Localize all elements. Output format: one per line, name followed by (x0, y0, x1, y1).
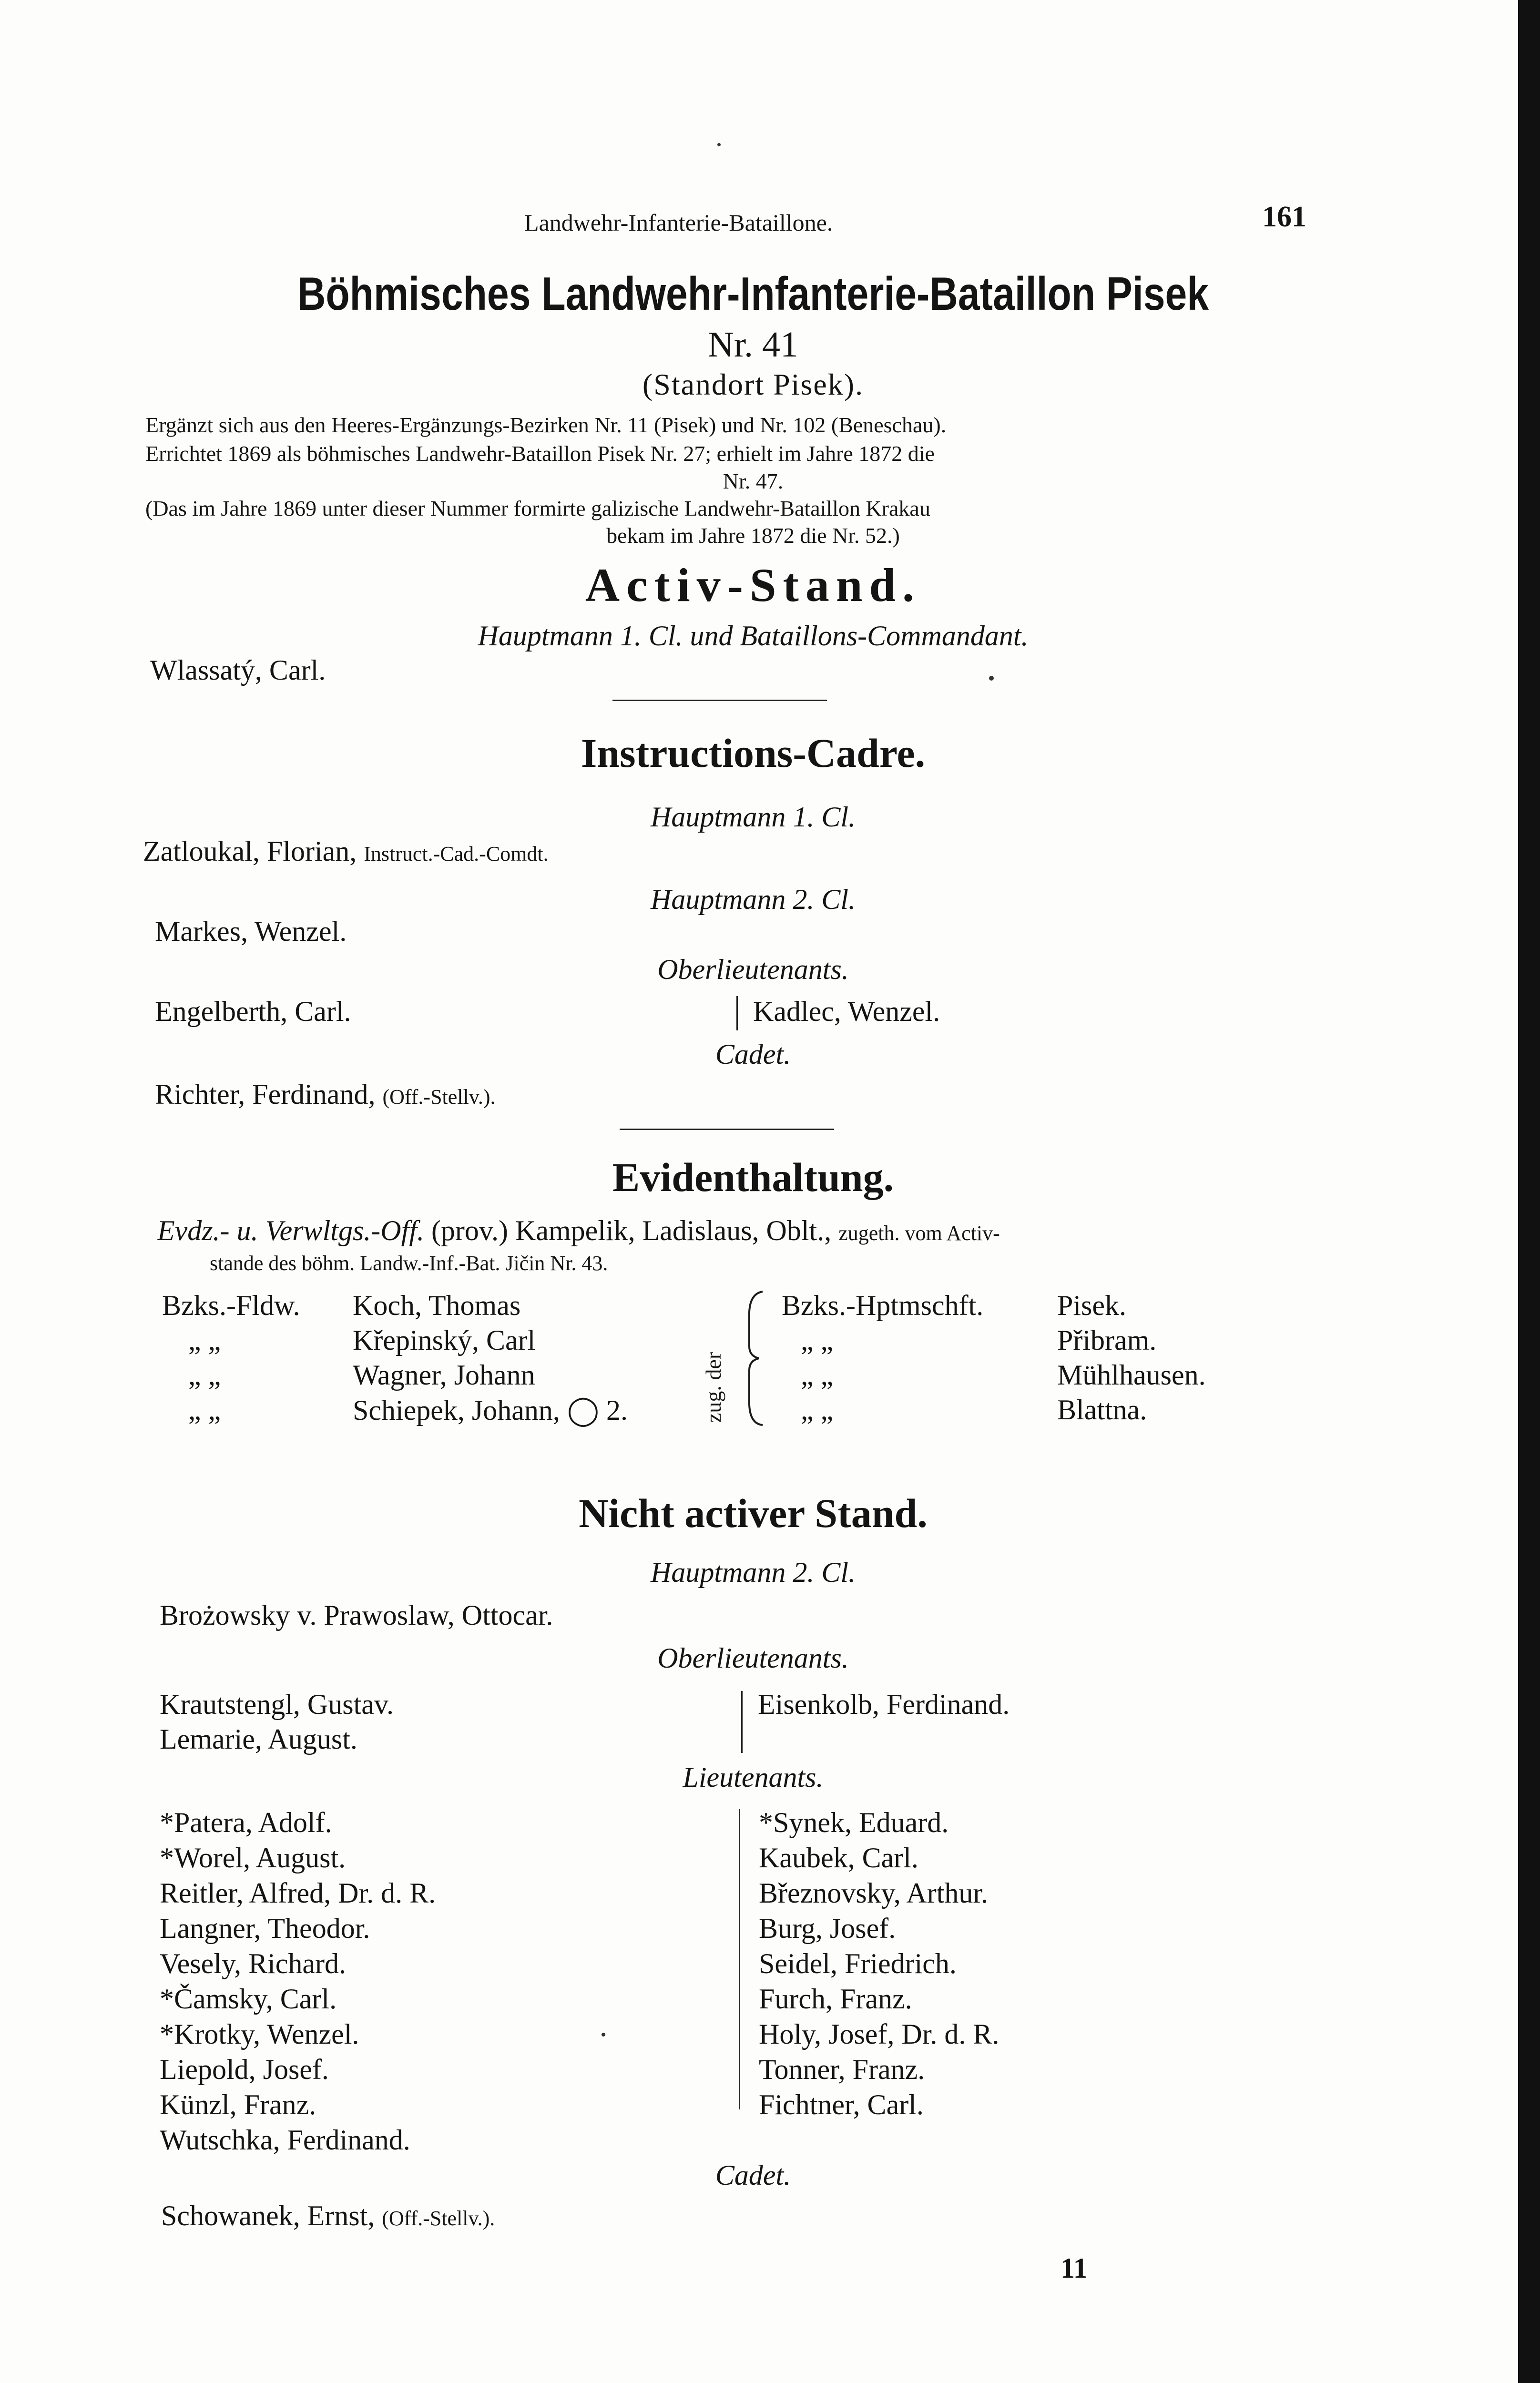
officer-name: Wlassatý, Carl. (150, 654, 326, 686)
row-rank: Bzks.-Fldw. (162, 1290, 300, 1321)
officer-note: Instruct.-Cad.-Comdt. (364, 842, 549, 866)
signature-mark: 11 (1061, 2252, 1088, 2284)
intro-line: bekam im Jahre 1872 die Nr. 52.) (606, 523, 900, 548)
officer-name: Furch, Franz. (759, 1983, 912, 2015)
intro-line: Ergänzt sich aus den Heeres-Ergänzungs-Bezirken Nr. 11 (Pisek) und Nr. 102 (Beneschau). (145, 413, 947, 437)
officer-name: Engelberth, Carl. (155, 996, 351, 1027)
section-heading-activ: Activ-Stand. (585, 559, 921, 611)
officer-note: (Off.-Stellv.). (382, 1085, 496, 1109)
row-name: Křepinský, Carl (353, 1324, 536, 1356)
officer-name: Reitler, Alfred, Dr. d. R. (160, 1877, 436, 1909)
officer-name: Liepold, Josef. (160, 2054, 329, 2085)
rank-heading: Hauptmann 2. Cl. (650, 884, 856, 915)
officer-name: Künzl, Franz. (160, 2089, 316, 2120)
officer-name: *Worel, August. (160, 1842, 346, 1874)
standort: (Standort Pisek). (642, 367, 864, 401)
row-name: Schiepek, Johann, ◯ 2. (353, 1395, 628, 1426)
officer-name: Zatloukal, Florian, Instruct.-Cad.-Comdt. (143, 835, 549, 867)
officer-name: *Synek, Eduard. (759, 1807, 949, 1838)
officer-name: Krautstengl, Gustav. (160, 1689, 394, 1720)
row-place: Pisek. (1057, 1290, 1127, 1321)
speck (989, 676, 994, 681)
officer-name: Richter, Ferdinand, (Off.-Stellv.). (155, 1079, 496, 1110)
row-rank: „ „ (188, 1324, 221, 1356)
speck (717, 143, 721, 146)
column-divider (739, 1809, 740, 2109)
brace-icon (744, 1289, 767, 1427)
officer-name: Eisenkolb, Ferdinand. (758, 1689, 1010, 1720)
rank-heading: Hauptmann 1. Cl. (650, 801, 856, 833)
officer-name: Lemarie, August. (160, 1723, 357, 1755)
rank-heading: Oberlieutenants. (657, 954, 849, 985)
row-place: Mühlhausen. (1057, 1359, 1206, 1391)
rank-heading: Cadet. (715, 1039, 791, 1070)
row-target: Bzks.-Hptmschft. (782, 1290, 984, 1321)
evidenz-note: stande des böhm. Landw.-Inf.-Bat. Jičin Nr. 43. (210, 1252, 608, 1275)
officer-name: Kadlec, Wenzel. (753, 996, 940, 1027)
officer-name: Seidel, Friedrich. (759, 1948, 957, 1979)
officer-name: Wutschka, Ferdinand. (160, 2124, 410, 2156)
officer-name: *Čamsky, Carl. (160, 1983, 337, 2015)
officer-name: Schowanek, Ernst, (Off.-Stellv.). (161, 2200, 495, 2231)
intro-line: Errichtet 1869 als böhmisches Landwehr-Bataillon Pisek Nr. 27; erhielt im Jahre 1872 die (145, 441, 935, 466)
row-rank: „ „ (188, 1394, 221, 1426)
officer-name: Burg, Josef. (759, 1913, 896, 1944)
officer-name: Kaubek, Carl. (759, 1842, 918, 1874)
battalion-number: Nr. 41 (708, 325, 798, 365)
officer-name: Markes, Wenzel. (155, 916, 347, 947)
officer-name: Vesely, Richard. (160, 1948, 346, 1979)
officer-name: Brożowsky v. Prawoslaw, Ottocar. (160, 1599, 553, 1631)
row-place: Přibram. (1057, 1324, 1157, 1356)
row-target: „ „ (801, 1394, 834, 1426)
officer-name: Březnovsky, Arthur. (759, 1877, 989, 1909)
officer-name: Tonner, Franz. (759, 2054, 925, 2085)
officer-name: Holy, Josef, Dr. d. R. (759, 2018, 999, 2050)
scan-edge (1518, 0, 1540, 2383)
section-heading-evidenz: Evidenthaltung. (612, 1154, 894, 1200)
page-title: Böhmisches Landwehr-Infanterie-Bataillon Pisek (297, 267, 1209, 320)
page-number: 161 (1262, 201, 1306, 233)
row-target: „ „ (801, 1324, 834, 1356)
row-place: Blattna. (1057, 1394, 1147, 1426)
column-divider (736, 996, 738, 1030)
section-heading-nicht-activ: Nicht activer Stand. (579, 1490, 928, 1536)
row-name: Wagner, Johann (353, 1359, 535, 1391)
evidenz-officer: Evdz.- u. Verwltgs.-Off. (prov.) Kampelik, Ladislaus, Oblt., zugeth. vom Activ- (157, 1215, 1000, 1246)
officer-name: Langner, Theodor. (160, 1913, 370, 1944)
rank-heading: Oberlieutenants. (657, 1642, 849, 1674)
rank-heading: Cadet. (715, 2159, 791, 2191)
officer-note: (Off.-Stellv.). (382, 2207, 495, 2230)
rank-heading: Hauptmann 2. Cl. (650, 1557, 856, 1588)
zug-label: zug. der (701, 1352, 725, 1423)
row-rank: „ „ (188, 1359, 221, 1391)
intro-line: (Das im Jahre 1869 unter dieser Nummer formirte galizische Landwehr-Bataillon Krakau (145, 496, 930, 520)
column-divider (741, 1691, 743, 1753)
officer-name: *Krotky, Wenzel. (160, 2018, 359, 2050)
intro-line: Nr. 47. (723, 469, 784, 493)
running-title: Landwehr-Infanterie-Bataillone. (524, 209, 833, 236)
row-name: Koch, Thomas (353, 1290, 521, 1321)
section-heading-cadre: Instructions-Cadre. (581, 730, 926, 776)
divider (612, 700, 827, 701)
rank-heading: Lieutenants. (683, 1762, 824, 1793)
officer-name: Fichtner, Carl. (759, 2089, 924, 2120)
rank-heading: Hauptmann 1. Cl. und Bataillons-Commandant. (478, 620, 1029, 652)
divider (620, 1129, 834, 1130)
officer-name: *Patera, Adolf. (160, 1807, 332, 1838)
row-target: „ „ (801, 1359, 834, 1391)
speck (602, 2033, 605, 2037)
